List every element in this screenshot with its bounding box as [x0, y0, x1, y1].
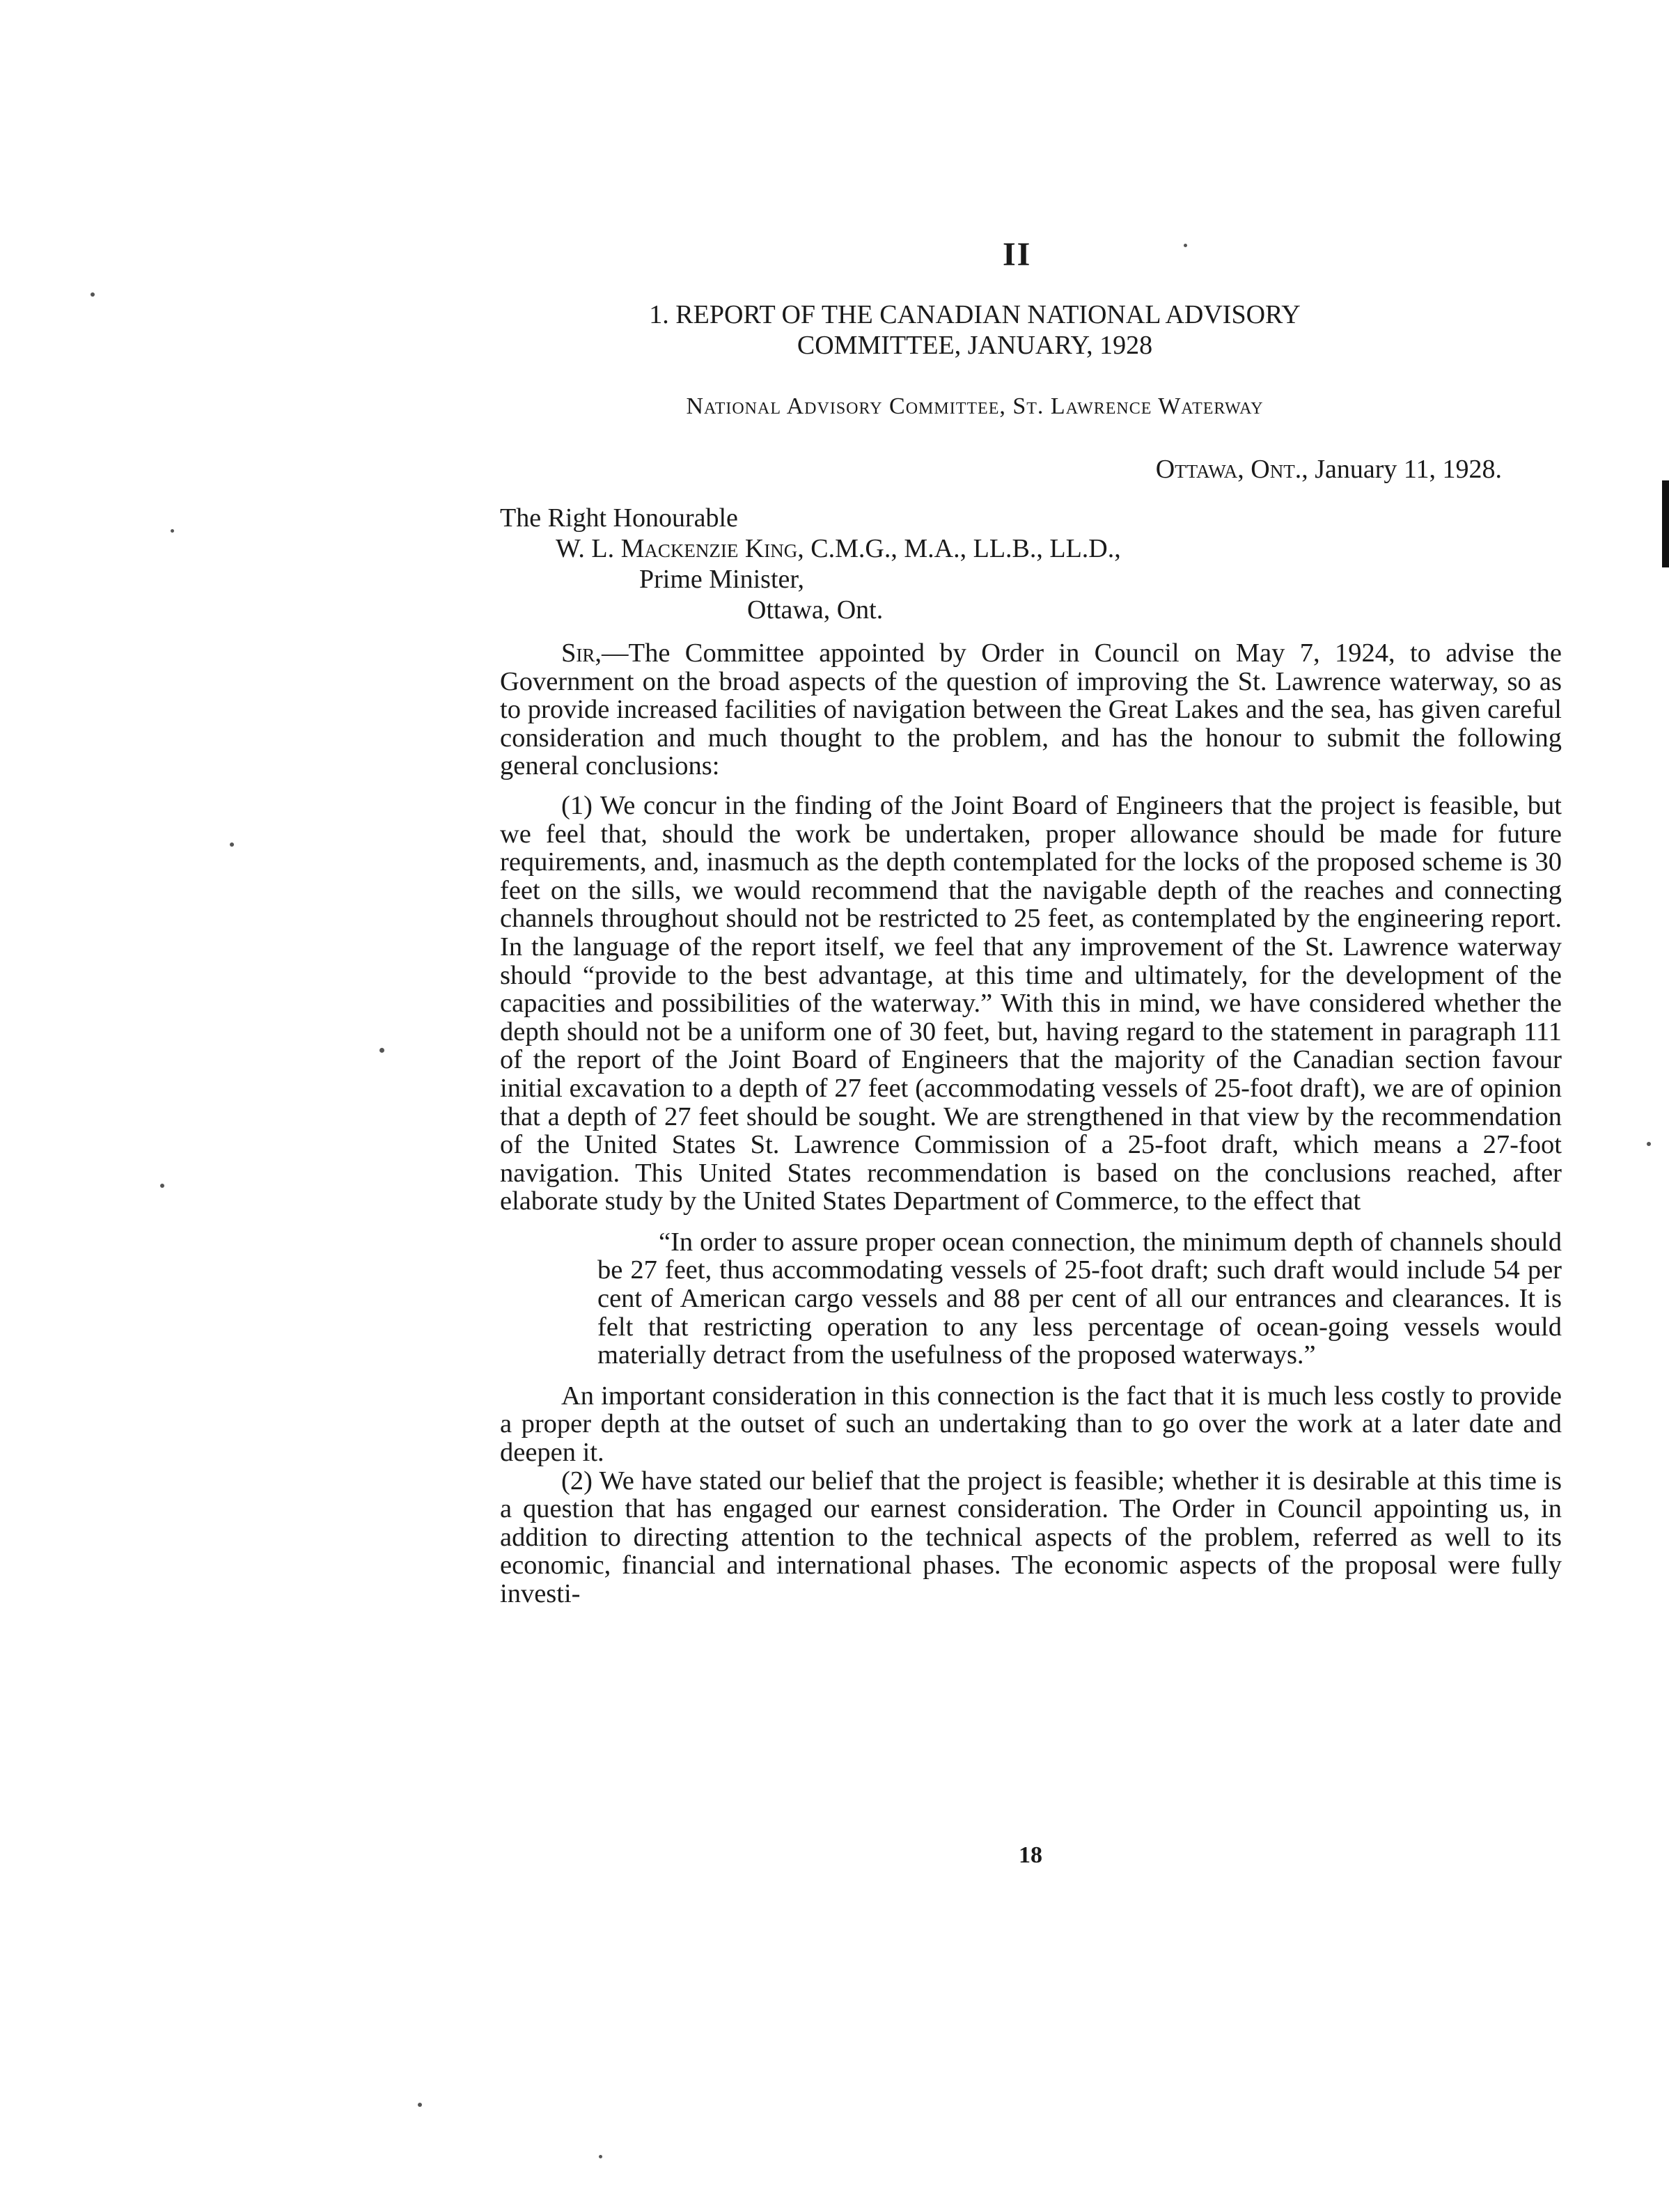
section-numeral: II — [1003, 236, 1032, 273]
paragraph-4: (2) We have stated our belief that the project is feasible; whether it is desirable at this time is a question that has engaged our earnest consideration. The Order in Council appointing us, in addition to directing attention to the technical aspects of the problem, referred as well to its economic, financial and international phases. The economic aspects of the proposal were fully investi- — [500, 1466, 1562, 1608]
addressee-block — [500, 503, 1121, 625]
paragraph-3: An important consideration in this connection is the fact that it is much less costly to provide a proper depth at the outset of such an undertaking than to go over the work at a later date and deepen it. — [500, 1381, 1562, 1468]
scan-speck — [1647, 1142, 1651, 1146]
scan-speck — [1184, 244, 1187, 247]
addressee-name: W. L. Mackenzie King, — [556, 534, 804, 563]
scan-margin-mark — [1662, 480, 1669, 567]
addressee-titles: C.M.G., M.A., LL.B., LL.D., — [810, 534, 1121, 563]
scan-speck — [230, 842, 234, 847]
scan-speck — [418, 2103, 422, 2107]
dateline-date: January 11, 1928. — [1315, 455, 1502, 484]
committee-heading: National Advisory Committee, St. Lawrence Waterway — [686, 393, 1264, 419]
page-number: 18 — [1019, 1842, 1042, 1868]
dateline — [1156, 454, 1502, 485]
scan-speck — [160, 1184, 164, 1188]
block-quote: “In order to assure proper ocean connection, the minimum depth of channels should be 27 feet, thus accommodating vessels of 25-foot draft; such draft would include 54 per cent of American cargo vessels and 88 per cent of all our entrances and clearances. It is felt that restricting operation to any less percentage of ocean-going vessels would materially detract from the usefulness of the proposed waterways.” — [597, 1227, 1562, 1370]
scan-speck — [91, 292, 95, 297]
report-title — [487, 299, 1462, 361]
addressee-line-4: Ottawa, Ont. — [747, 595, 884, 625]
addressee-line-3: Prime Minister, — [639, 565, 805, 594]
salutation: Sir, — [561, 638, 602, 668]
paragraph-1 — [500, 639, 1562, 781]
addressee-line-2 — [500, 533, 1121, 564]
paragraph-1-text: —The Committee appointed by Order in Council on May 7, 1924, to advise the Government on the broad aspects of the question of improving the St. Lawrence waterway, so as to provide increased facilities of navigation between the Great Lakes and the sea, has given careful consideration and much thought to the problem, and has the honour to submit the following general conclusions: — [500, 638, 1562, 781]
addressee-line-1: The Right Honourable — [500, 503, 738, 533]
scan-speck — [599, 2155, 602, 2158]
report-title-line-2: COMMITTEE, JANUARY, 1928 — [797, 331, 1153, 360]
report-title-line-1: 1. REPORT OF THE CANADIAN NATIONAL ADVISORY — [649, 300, 1301, 329]
scan-speck — [379, 1048, 384, 1053]
dateline-place: Ottawa, Ont., — [1155, 455, 1308, 484]
paragraph-2: (1) We concur in the finding of the Joint Board of Engineers that the project is feasible, but we feel that, should the work be undertaken, proper allowance should be made for future requirements, and, inasmuch as the depth contemplated for the locks of the proposed scheme is 30 feet on the sills, we would recommend that the navigable depth of the reaches and connecting channels throughout should not be restricted to 25 feet, as contemplated by the engineering report. In the language of the report itself, we feel that any improvement of the St. Lawrence waterway should “provide to the best advantage, at this time and ultimately, for the development of the capacities and possibilities of the waterway.” With this in mind, we have considered whether the depth should not be a uniform one of 30 feet, but, having regard to the statement in paragraph 111 of the report of the Joint Board of Engineers that the majority of the Canadian section favour initial excavation to a depth of 27 feet (accommodating vessels of 25-foot draft), we are of opinion that a depth of 27 feet should be sought. We are strengthened in that view by the recommendation of the United States St. Lawrence Commission of a 25-foot draft, which means a 27-foot navigation. This United States recommendation is based on the conclusions reached, after elaborate study by the United States Department of Commerce, to the effect that — [500, 790, 1562, 1216]
scan-speck — [171, 529, 174, 533]
letter-body — [500, 639, 1562, 1608]
